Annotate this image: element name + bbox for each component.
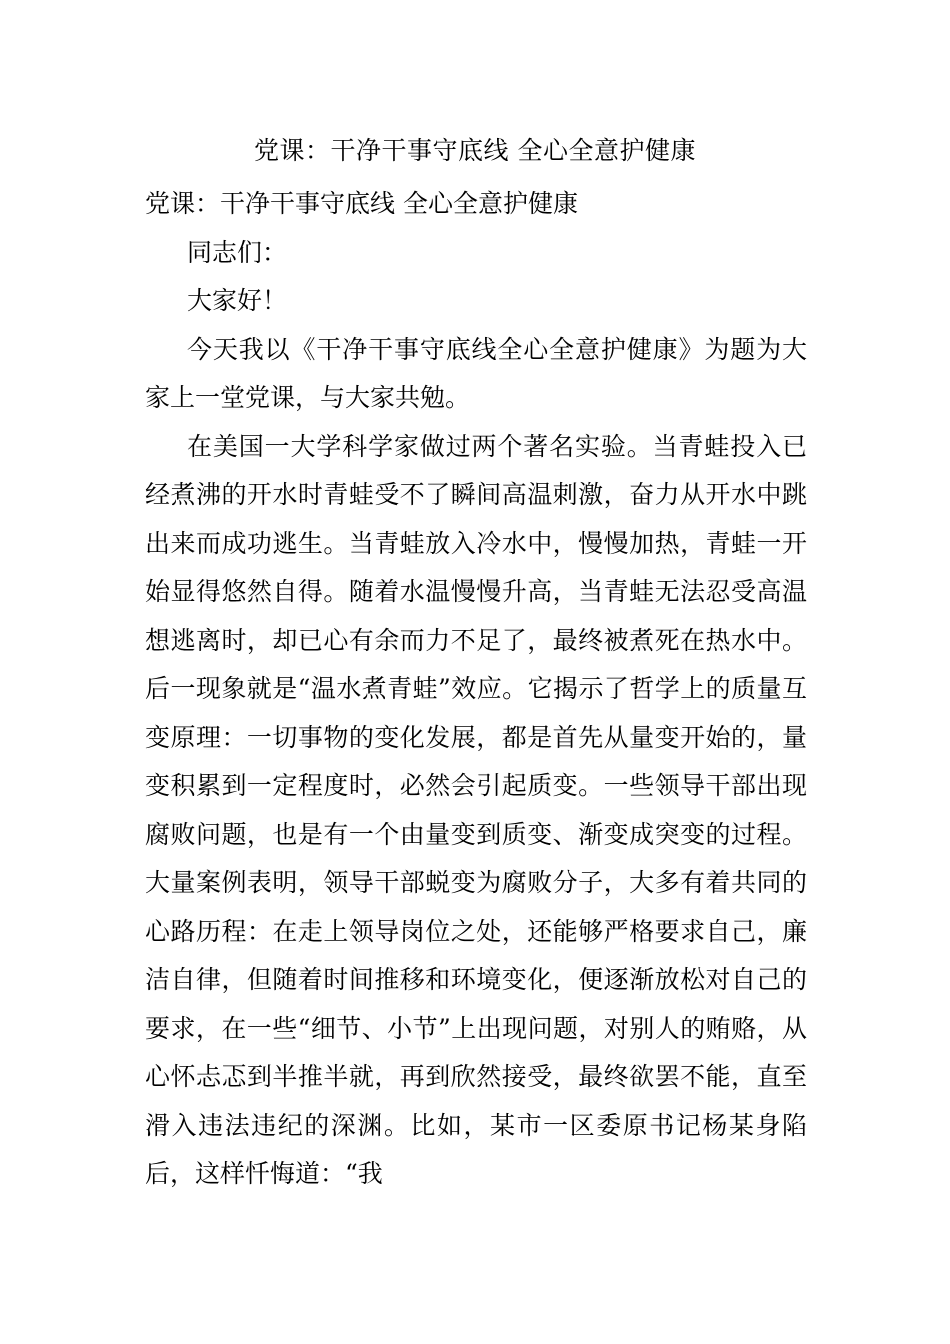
document-subtitle: 党课：干净干事守底线 全心全意护健康 [145, 189, 578, 218]
paragraph-frog-experiment: 在美国一大学科学家做过两个著名实验。当青蛙投入已经煮沸的开水时青蛙受不了瞬间高温刺激，奋力从开水中跳出来而成功逃生。当青蛙放入冷水中，慢慢加热，青蛙一开始显得悠然自得。随着水温慢慢升高，当青蛙无法忍受高温想逃离时，却已心有余而力不足了，最终被煮死在热水中。后一现象就是“温水煮青蛙”效应。它揭示了哲学上的质量互变原理：一切事物的变化发展，都是首先从量变开始的，量变积累到一定程度时，必然会引起质变。一些领导干部出现腐败问题，也是有一个由量变到质变、渐变成突变的过程。大量案例表明，领导干部蜕变为腐败分子，大多有着共同的心路历程：在走上领导岗位之处，还能够严格要求自己，廉洁自律，但随着时间推移和环境变化，便逐渐放松对自己的要求，在一些“细节、小节”上出现问题，对别人的贿赂，从心怀忐忑到半推半就，再到欣然接受，最终欲罢不能，直至滑入违法违纪的深渊。比如，某市一区委原书记杨某身陷后，这样忏悔道：“我 [145, 431, 807, 1188]
paragraph-introduction: 今天我以《干净干事守底线全心全意护健康》为题为大家上一堂党课，与大家共勉。 [145, 334, 807, 412]
document-title: 党课：干净干事守底线 全心全意护健康 [254, 136, 696, 165]
paragraph-greeting: 大家好！ [187, 286, 288, 315]
paragraph-salutation: 同志们： [187, 237, 288, 267]
document-body [145, 180, 807, 1199]
